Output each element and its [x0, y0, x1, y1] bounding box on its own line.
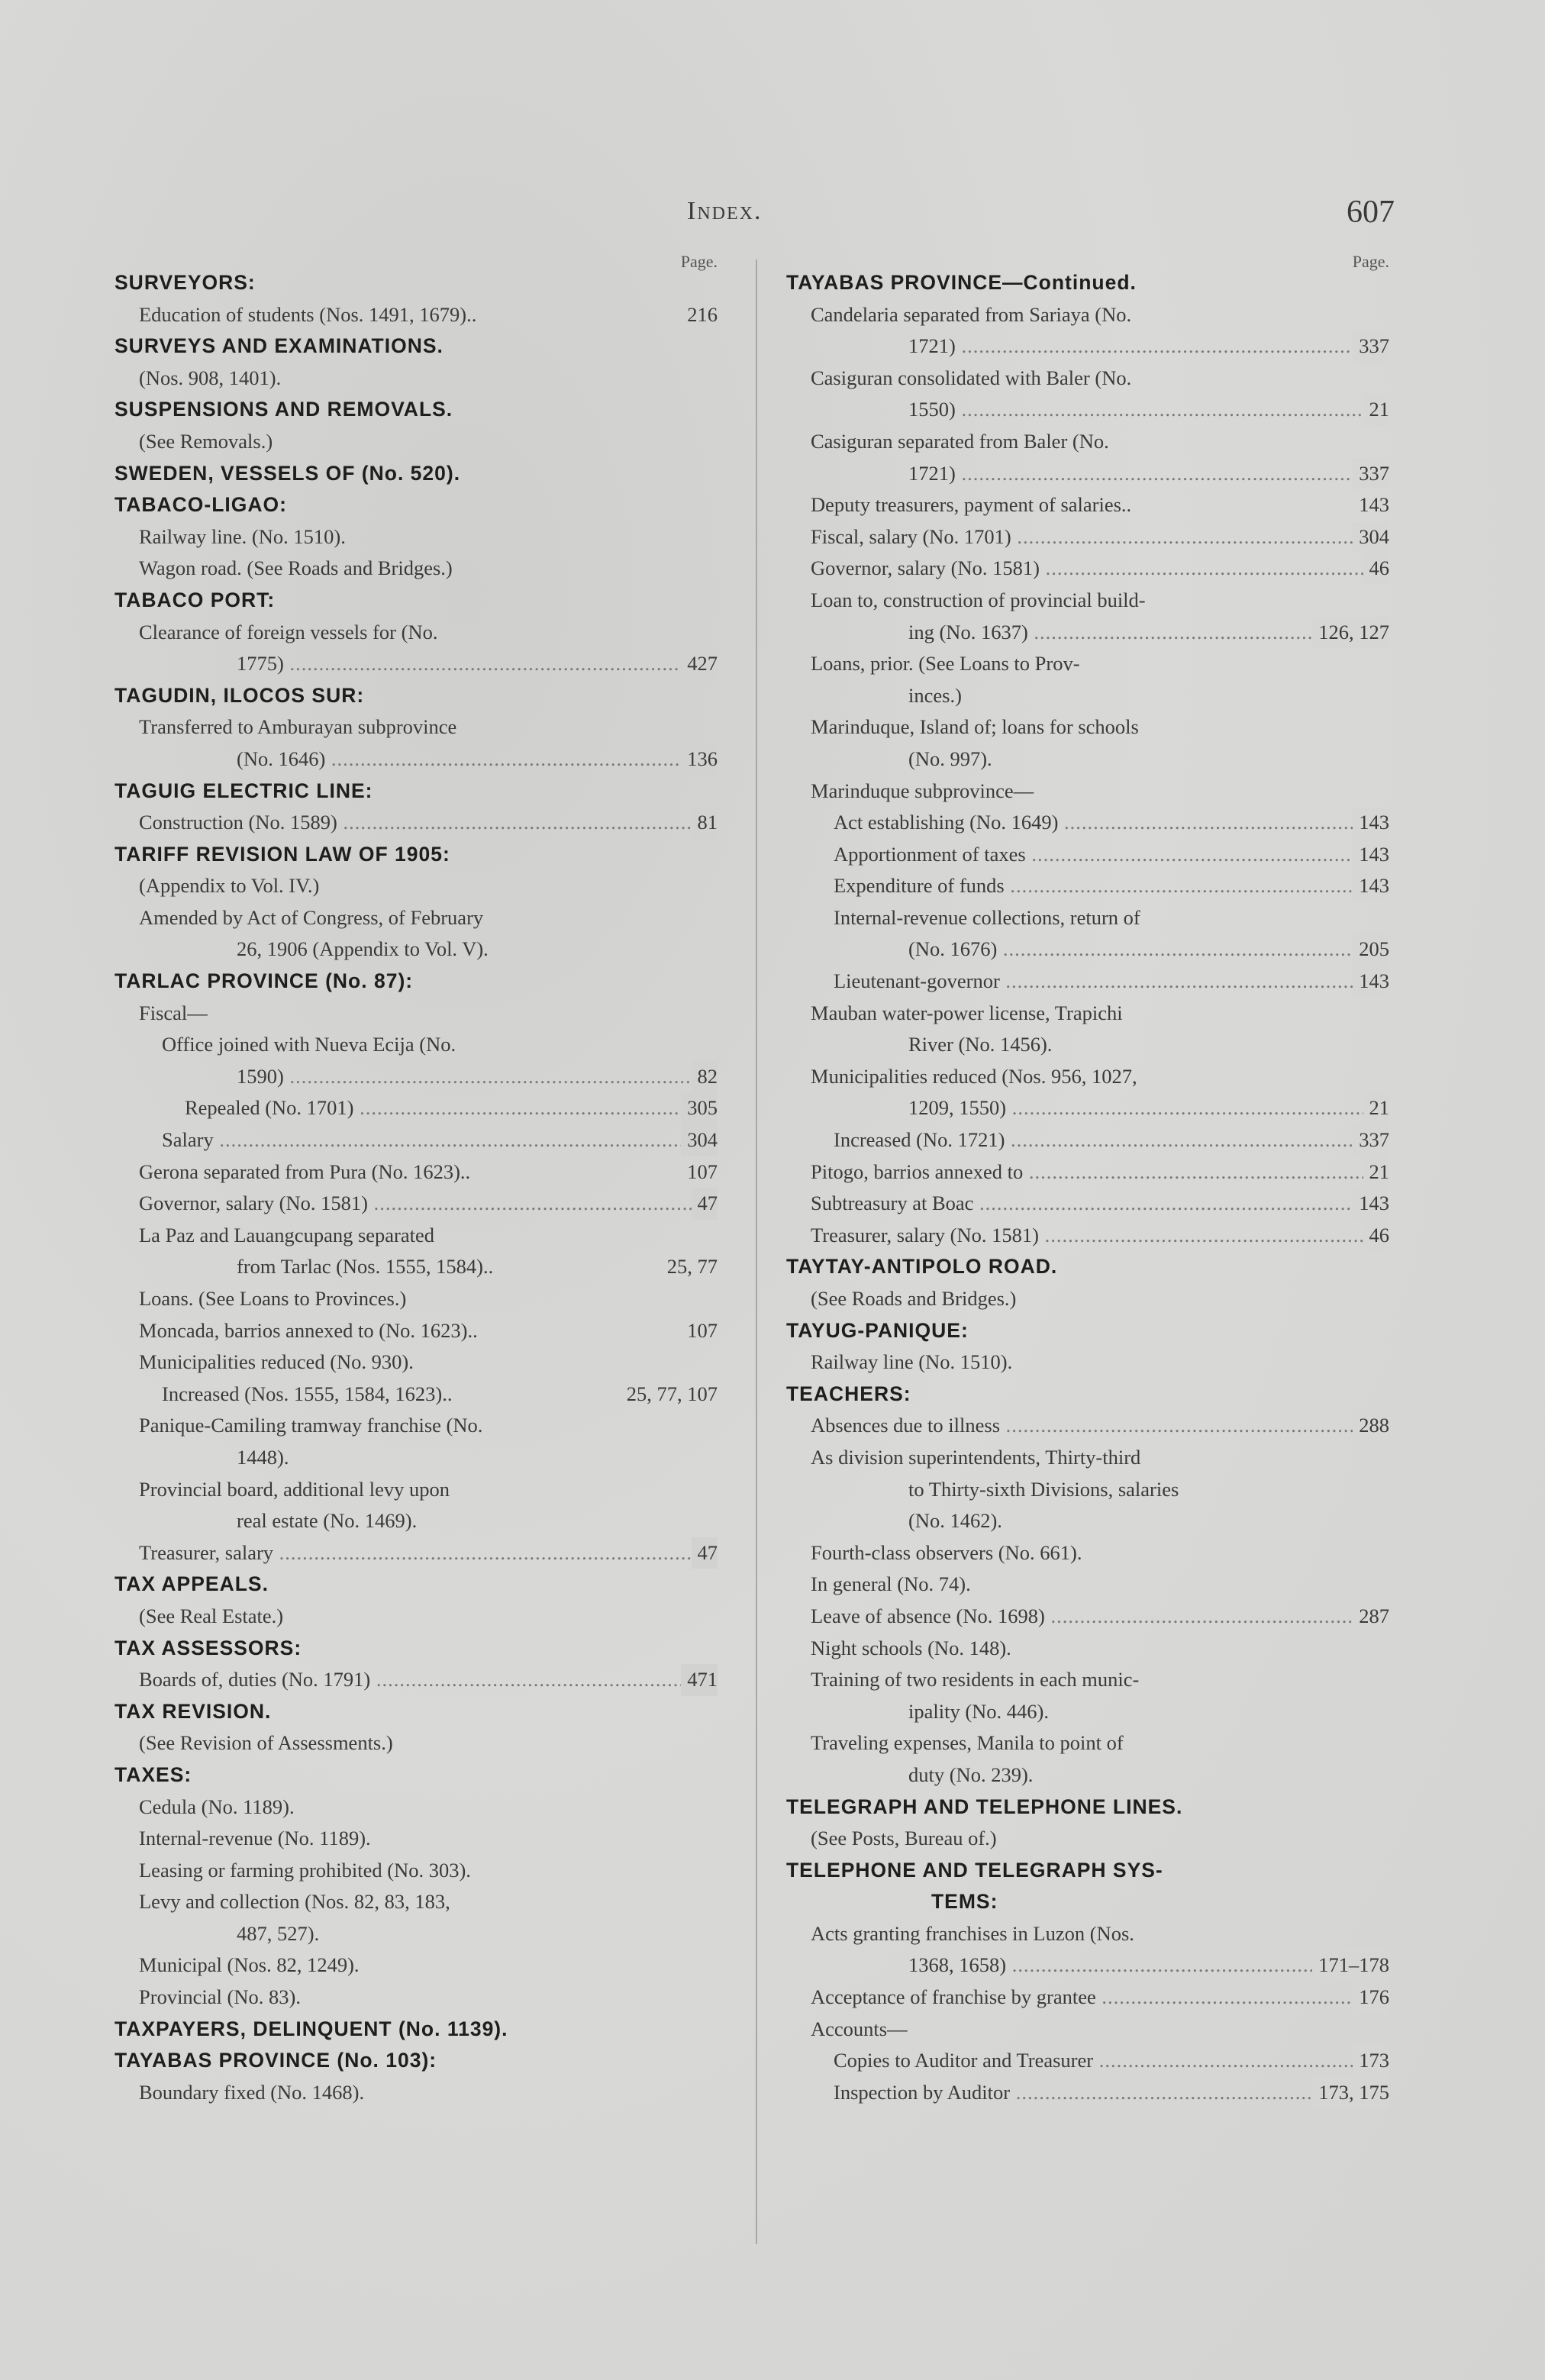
- index-heading: [115, 394, 718, 426]
- index-entry: [115, 1537, 718, 1569]
- index-entry: [786, 299, 1389, 331]
- entry-text: (No. 1462).: [908, 1509, 1002, 1533]
- index-entry: [115, 1061, 718, 1093]
- entry-page-ref: 337: [1353, 331, 1389, 363]
- entry-text: Mauban water-power license, Trapichi: [811, 1001, 1123, 1024]
- entry-text: Fourth-class observers (No. 661).: [811, 1540, 1082, 1564]
- entry-text: Municipalities reduced (Nos. 956, 1027,: [811, 1064, 1137, 1088]
- running-title: Index.: [687, 197, 763, 225]
- entry-text: 1721) .....: [908, 462, 1389, 485]
- index-entry: [115, 711, 718, 743]
- entry-text: Pitogo, barrios annexed to .....: [811, 1160, 1389, 1183]
- index-entry: [115, 870, 718, 902]
- entry-text: Provincial board, additional levy upon: [139, 1477, 450, 1501]
- index-entry: [786, 2014, 1389, 2046]
- entry-text: TARIFF REVISION LAW OF 1905:: [115, 842, 450, 866]
- entry-text: TAX APPEALS.: [115, 1572, 269, 1596]
- index-entry: [115, 1949, 718, 1982]
- page-label: Page.: [680, 252, 718, 271]
- index-entry: [786, 807, 1389, 839]
- entry-text: Loans. (See Loans to Provinces.): [139, 1287, 407, 1310]
- entry-page-ref: 47: [692, 1537, 718, 1569]
- entry-text: Leave of absence (No. 1698) .....: [811, 1604, 1389, 1627]
- entry-page-ref: 46: [1363, 1220, 1390, 1252]
- index-entry: [115, 1791, 718, 1824]
- index-entry: [786, 776, 1389, 808]
- index-entry: [786, 680, 1389, 712]
- index-entry: [115, 2077, 718, 2109]
- index-entry: [115, 617, 718, 649]
- index-entry: [786, 711, 1389, 743]
- entry-text: (See Removals.): [139, 429, 273, 453]
- index-entry: [115, 1823, 718, 1855]
- index-heading: [115, 839, 718, 871]
- index-entry: [786, 1505, 1389, 1537]
- entry-text: (See Real Estate.): [139, 1604, 284, 1627]
- entry-text: Acceptance of franchise by grantee .....: [811, 1985, 1389, 2008]
- index-entry: [786, 1918, 1389, 1950]
- index-entry: [786, 1633, 1389, 1665]
- entry-text: River (No. 1456).: [908, 1033, 1053, 1056]
- index-entry: [786, 870, 1389, 902]
- entry-page-ref: 143: [1353, 1188, 1389, 1220]
- entry-text: TAXES:: [115, 1762, 192, 1786]
- entry-text: Copies to Auditor and Treasurer .....: [834, 2049, 1389, 2072]
- entry-text: Amended by Act of Congress, of February: [139, 905, 484, 929]
- entry-text: TAX REVISION.: [115, 1699, 272, 1723]
- entry-text: 26, 1906 (Appendix to Vol. V).: [237, 937, 489, 961]
- entry-page-ref: 304: [681, 1124, 718, 1156]
- index-entry: [786, 1442, 1389, 1474]
- entry-text: Night schools (No. 148).: [811, 1636, 1011, 1659]
- entry-text: (See Roads and Bridges.): [811, 1287, 1017, 1310]
- entry-text: Act establishing (No. 1649) .....: [834, 811, 1389, 834]
- entry-page-ref: 304: [1353, 521, 1389, 553]
- entry-text: Municipal (Nos. 82, 1249).: [139, 1953, 360, 1977]
- index-entry: [115, 934, 718, 966]
- entry-text: inces.): [908, 683, 962, 707]
- index-entry: [115, 1379, 718, 1411]
- entry-text: Construction (No. 1589) .....: [139, 811, 718, 834]
- index-entry: [786, 458, 1389, 490]
- index-entry: [115, 1886, 718, 1918]
- entry-page-ref: 171–178: [1312, 1949, 1389, 1982]
- index-heading: [115, 966, 718, 998]
- entry-text: Repealed (No. 1701) .....: [185, 1096, 718, 1119]
- index-entry: [786, 998, 1389, 1030]
- entry-text: TAYTAY-ANTIPOLO ROAD.: [786, 1255, 1058, 1279]
- entry-page-ref: 136: [681, 743, 718, 776]
- entry-page-ref: 143: [1353, 839, 1389, 871]
- entry-page-ref: 47: [692, 1188, 718, 1220]
- entry-page-ref: 143: [1353, 807, 1389, 839]
- entry-text: TAXPAYERS, DELINQUENT (No. 1139).: [115, 2017, 508, 2040]
- index-entry: [786, 1283, 1389, 1315]
- entry-text: In general (No. 74).: [811, 1572, 971, 1596]
- index-entry: [115, 1283, 718, 1315]
- index-entry: [786, 966, 1389, 998]
- entry-text: ipality (No. 446).: [908, 1699, 1049, 1723]
- entry-text: Training of two residents in each munic-: [811, 1668, 1140, 1691]
- entry-text: Expenditure of funds .....: [834, 874, 1389, 897]
- entry-text: Casiguran consolidated with Baler (No.: [811, 366, 1132, 389]
- entry-text: Lieutenant-governor .....: [834, 969, 1389, 992]
- entry-page-ref: 143: [1359, 493, 1389, 517]
- entry-text: Marinduque, Island of; loans for schools: [811, 715, 1139, 739]
- entry-text: TEACHERS:: [786, 1382, 911, 1405]
- index-entry: [786, 1061, 1389, 1093]
- index-heading: [786, 267, 1389, 299]
- entry-text: Provincial (No. 83).: [139, 1985, 301, 2009]
- index-entry: [115, 521, 718, 553]
- index-entry: [786, 1220, 1389, 1252]
- index-entry: [115, 807, 718, 839]
- entry-text: (Appendix to Vol. IV.): [139, 874, 320, 898]
- index-entry: [786, 521, 1389, 553]
- index-heading: [115, 2014, 718, 2046]
- entry-page-ref: 176: [1353, 1982, 1389, 2014]
- index-heading: [115, 585, 718, 617]
- index-heading: [115, 458, 718, 490]
- entry-text: Deputy treasurers, payment of salaries..: [811, 493, 1132, 517]
- entry-text: Leasing or farming prohibited (No. 303).: [139, 1858, 471, 1882]
- entry-text: TAGUIG ELECTRIC LINE:: [115, 779, 373, 802]
- entry-text: Subtreasury at Boac .....: [811, 1192, 1389, 1214]
- entry-text: Inspection by Auditor .....: [834, 2081, 1389, 2104]
- index-heading: [115, 1759, 718, 1791]
- entry-text: TABACO PORT:: [115, 588, 276, 611]
- index-entry: [786, 1601, 1389, 1633]
- entry-text: Loans, prior. (See Loans to Prov-: [811, 652, 1080, 676]
- entry-text: TAYUG-PANIQUE:: [786, 1318, 969, 1342]
- entry-page-ref: 82: [692, 1061, 718, 1093]
- entry-text: Boards of, duties (No. 1791) .....: [139, 1668, 718, 1691]
- entry-text: Treasurer, salary (No. 1581) .....: [811, 1224, 1389, 1246]
- entry-page-ref: 21: [1363, 394, 1390, 426]
- index-entry: [786, 1346, 1389, 1379]
- entry-text: Cedula (No. 1189).: [139, 1795, 295, 1818]
- index-heading: [786, 1379, 1389, 1411]
- entry-text: 1550) .....: [908, 398, 1389, 421]
- index-entry: [786, 585, 1389, 617]
- index-entry: [786, 1569, 1389, 1601]
- entry-text: Casiguran separated from Baler (No.: [811, 429, 1109, 453]
- index-entry: [115, 1315, 718, 1347]
- index-heading: [115, 1633, 718, 1665]
- entry-page-ref: 337: [1353, 458, 1389, 490]
- entry-page-ref: 427: [681, 648, 718, 680]
- index-heading: [115, 776, 718, 808]
- entry-text: Internal-revenue collections, return of: [834, 905, 1140, 929]
- entry-page-ref: 471: [681, 1664, 718, 1696]
- entry-text: Governor, salary (No. 1581) .....: [139, 1192, 718, 1214]
- entry-text: ing (No. 1637) .....: [908, 621, 1389, 643]
- index-entry: [786, 2077, 1389, 2109]
- entry-text: 1448).: [237, 1445, 289, 1469]
- entry-text: real estate (No. 1469).: [237, 1509, 418, 1533]
- entry-text: 487, 527).: [237, 1921, 320, 1945]
- index-heading: [115, 489, 718, 521]
- entry-text: 1775) .....: [237, 652, 718, 675]
- entry-text: Railway line (No. 1510).: [811, 1350, 1013, 1374]
- entry-text: Traveling expenses, Manila to point of: [811, 1731, 1124, 1755]
- index-entry: [115, 1092, 718, 1124]
- entry-text: Boundary fixed (No. 1468).: [139, 2080, 365, 2104]
- entry-text: Gerona separated from Pura (No. 1623)..: [139, 1159, 471, 1183]
- index-entry: [115, 1982, 718, 2014]
- index-entry: [786, 489, 1389, 521]
- entry-text: SWEDEN, VESSELS OF (No. 520).: [115, 461, 461, 485]
- index-entry: [786, 1664, 1389, 1696]
- index-entry: [786, 1029, 1389, 1061]
- entry-page-ref: 173, 175: [1312, 2077, 1389, 2109]
- index-heading: [115, 1696, 718, 1728]
- entry-page-ref: 305: [681, 1092, 718, 1124]
- index-heading: [786, 1315, 1389, 1347]
- index-entry: [786, 363, 1389, 395]
- index-entry: [115, 1124, 718, 1156]
- entry-text: Governor, salary (No. 1581) .....: [811, 556, 1389, 579]
- index-entry: [786, 648, 1389, 680]
- entry-text: Loan to, construction of provincial build-: [811, 588, 1146, 611]
- entry-text: Salary .....: [162, 1128, 718, 1151]
- index-entry: [115, 1664, 718, 1696]
- entry-page-ref: 126, 127: [1312, 617, 1389, 649]
- entry-page-ref: 143: [1353, 870, 1389, 902]
- index-entry: [786, 934, 1389, 966]
- entry-page-ref: 287: [1353, 1601, 1389, 1633]
- index-column-left: [115, 252, 718, 2108]
- entry-text: Wagon road. (See Roads and Bridges.): [139, 556, 453, 580]
- entry-text: TAYABAS PROVINCE (No. 103):: [115, 2049, 437, 2072]
- index-entry: [786, 1537, 1389, 1569]
- index-entry: [115, 1442, 718, 1474]
- running-head: [0, 197, 1545, 243]
- entry-text: (No. 1646) .....: [237, 747, 718, 770]
- index-entry: [786, 1474, 1389, 1506]
- entry-text: SURVEYORS:: [115, 271, 256, 294]
- index-entry: [786, 1949, 1389, 1982]
- index-entry: [786, 743, 1389, 776]
- entry-page-ref: 46: [1363, 553, 1390, 585]
- entry-page-ref: 205: [1353, 934, 1389, 966]
- index-entry: [115, 1188, 718, 1220]
- entry-page-ref: 216: [687, 302, 718, 326]
- entry-text: Candelaria separated from Sariaya (No.: [811, 302, 1132, 326]
- entry-text: Absences due to illness .....: [811, 1414, 1389, 1437]
- index-heading: [115, 1569, 718, 1601]
- entry-page-ref: 81: [692, 807, 718, 839]
- entry-text: Increased (No. 1721) .....: [834, 1128, 1389, 1151]
- entry-text: Panique-Camiling tramway franchise (No.: [139, 1414, 483, 1437]
- entry-text: TAYABAS PROVINCE—Continued.: [786, 271, 1137, 294]
- entry-text: 1209, 1550) .....: [908, 1096, 1389, 1119]
- entry-text: Municipalities reduced (No. 930).: [139, 1350, 414, 1374]
- index-entry: [786, 1696, 1389, 1728]
- index-heading: [115, 331, 718, 363]
- entry-text: Clearance of foreign vessels for (No.: [139, 620, 438, 643]
- index-entry: [115, 743, 718, 776]
- index-entry: [115, 299, 718, 331]
- index-entry: [786, 331, 1389, 363]
- index-entry: [786, 1823, 1389, 1855]
- entry-page-ref: 288: [1353, 1410, 1389, 1442]
- entry-text: Fiscal—: [139, 1001, 208, 1024]
- entry-text: Accounts—: [811, 2017, 908, 2040]
- entry-text: TAGUDIN, ILOCOS SUR:: [115, 683, 365, 707]
- entry-text: Moncada, barrios annexed to (No. 1623)..: [139, 1318, 478, 1342]
- index-heading: [115, 680, 718, 712]
- index-heading: [115, 2045, 718, 2077]
- entry-text: Transferred to Amburayan subprovince: [139, 715, 457, 739]
- entry-page-ref: 143: [1353, 966, 1389, 998]
- index-entry: [786, 1188, 1389, 1220]
- entry-page-ref: 21: [1363, 1092, 1390, 1124]
- index-entry: [115, 1410, 718, 1442]
- entry-page-ref: 25, 77: [666, 1255, 718, 1279]
- entry-text: duty (No. 239).: [908, 1762, 1034, 1786]
- entry-text: TELEGRAPH AND TELEPHONE LINES.: [786, 1795, 1183, 1818]
- entry-text: Education of students (Nos. 1491, 1679)..: [139, 302, 477, 326]
- index-heading: [115, 267, 718, 299]
- index-entry: [786, 426, 1389, 458]
- entry-text: SURVEYS AND EXAMINATIONS.: [115, 334, 444, 358]
- index-entry: [786, 617, 1389, 649]
- index-entry: [786, 1410, 1389, 1442]
- index-entry: [115, 998, 718, 1030]
- index-entry: [115, 1505, 718, 1537]
- entry-text: TELEPHONE AND TELEGRAPH SYS-: [786, 1858, 1163, 1882]
- index-entry: [786, 2045, 1389, 2077]
- index-entry: [786, 1727, 1389, 1759]
- entry-text: (No. 1676) .....: [908, 937, 1389, 960]
- index-entry: [115, 1855, 718, 1887]
- index-entry: [115, 363, 718, 395]
- index-entry: [786, 1759, 1389, 1791]
- index-entry: [786, 1156, 1389, 1188]
- entry-text: Apportionment of taxes .....: [834, 843, 1389, 866]
- entry-text: (See Posts, Bureau of.): [811, 1827, 997, 1850]
- index-entry: [786, 839, 1389, 871]
- index-entry: [786, 1982, 1389, 2014]
- entry-text: to Thirty-sixth Divisions, salaries: [908, 1477, 1179, 1501]
- index-heading: [786, 1855, 1389, 1887]
- index-entry: [115, 1727, 718, 1759]
- entry-text: Railway line. (No. 1510).: [139, 524, 346, 548]
- entry-text: Acts granting franchises in Luzon (Nos.: [811, 1921, 1134, 1945]
- entry-page-ref: 107: [687, 1159, 718, 1183]
- entry-page-ref: 25, 77, 107: [626, 1382, 718, 1405]
- entry-text: (No. 997).: [908, 747, 992, 770]
- index-entry: [115, 1346, 718, 1379]
- index-entry: [115, 1601, 718, 1633]
- entry-text: Fiscal, salary (No. 1701) .....: [811, 525, 1389, 548]
- entry-text: Levy and collection (Nos. 82, 83, 183,: [139, 1890, 450, 1914]
- index-heading: [786, 1791, 1389, 1824]
- entry-text: TABACO-LIGAO:: [115, 493, 287, 517]
- entry-page-ref: 107: [687, 1318, 718, 1342]
- index-entry: [115, 1474, 718, 1506]
- index-entry: [115, 1918, 718, 1950]
- index-entry: [115, 1029, 718, 1061]
- index-entry: [115, 553, 718, 585]
- index-entry: [786, 394, 1389, 426]
- entry-text: 1590) .....: [237, 1065, 718, 1088]
- entry-text: TAX ASSESSORS:: [115, 1636, 302, 1659]
- index-heading: [786, 1251, 1389, 1283]
- entry-text: TEMS:: [931, 1890, 998, 1914]
- entry-text: Treasurer, salary .....: [139, 1541, 718, 1564]
- entry-text: As division superintendents, Thirty-third: [811, 1445, 1141, 1469]
- index-entry: [115, 648, 718, 680]
- entry-text: from Tarlac (Nos. 1555, 1584)..: [237, 1255, 494, 1279]
- index-column-right: [786, 252, 1389, 2108]
- entry-text: La Paz and Lauangcupang separated: [139, 1223, 435, 1246]
- index-heading: [786, 1886, 1389, 1918]
- index-entry: [115, 1156, 718, 1188]
- page-label: Page.: [1352, 252, 1389, 271]
- entry-text: SUSPENSIONS AND REMOVALS.: [115, 398, 453, 421]
- index-entry: [115, 902, 718, 934]
- page-number: 607: [1347, 195, 1395, 230]
- index-entry: [786, 1092, 1389, 1124]
- index-entry: [115, 426, 718, 458]
- entry-page-ref: 21: [1363, 1156, 1390, 1188]
- index-entry: [786, 1124, 1389, 1156]
- entry-page-ref: 337: [1353, 1124, 1389, 1156]
- index-entry: [115, 1220, 718, 1252]
- entry-text: (Nos. 908, 1401).: [139, 366, 282, 389]
- index-entry: [115, 1251, 718, 1283]
- entry-text: Office joined with Nueva Ecija (No.: [162, 1033, 456, 1056]
- index-entry: [786, 902, 1389, 934]
- entry-page-ref: 173: [1353, 2045, 1389, 2077]
- entry-text: TARLAC PROVINCE (No. 87):: [115, 969, 414, 993]
- entry-text: Increased (Nos. 1555, 1584, 1623)..: [162, 1382, 453, 1405]
- entry-text: Marinduque subprovince—: [811, 779, 1034, 802]
- entry-text: 1368, 1658) .....: [908, 1953, 1389, 1976]
- index-entry: [786, 553, 1389, 585]
- column-divider: [756, 260, 757, 2244]
- entry-text: (See Revision of Assessments.): [139, 1731, 393, 1755]
- entry-text: 1721) .....: [908, 334, 1389, 357]
- entry-text: Internal-revenue (No. 1189).: [139, 1827, 371, 1850]
